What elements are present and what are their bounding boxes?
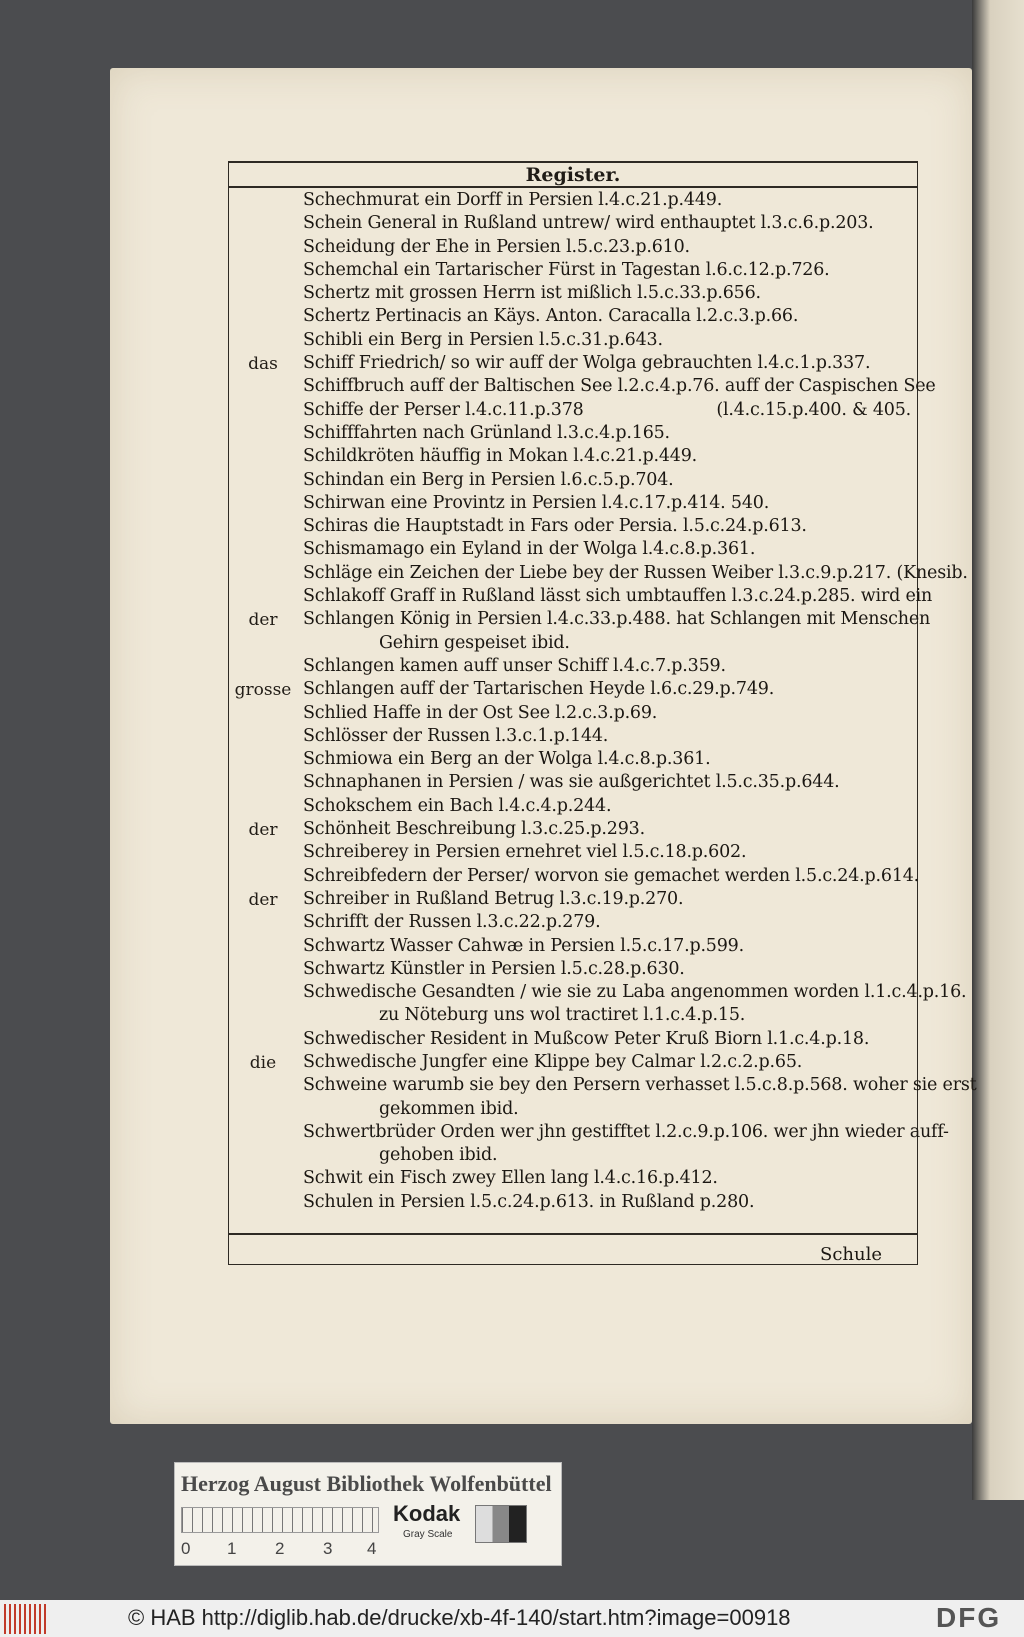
scale-tick-3: 3	[323, 1539, 333, 1558]
entry-text	[303, 772, 911, 793]
entry-text	[303, 959, 911, 980]
entry-main: Schibli ein Berg in Persien l.5.c.31.p.643.	[303, 329, 663, 350]
entry-article: das	[248, 354, 278, 375]
entry-text	[303, 1052, 911, 1073]
entry-text	[303, 330, 911, 351]
top-rule	[229, 161, 917, 163]
entry-text	[379, 1099, 911, 1120]
entry-main: Schwedischer Resident in Mußcow Peter Kruß Biorn l.1.c.4.p.18.	[303, 1028, 870, 1049]
entry-main: Schertz mit grossen Herrn ist mißlich l.5.c.33.p.656.	[303, 283, 761, 304]
register-entry	[229, 259, 917, 282]
register-entry	[229, 329, 917, 352]
source-link[interactable]: © HAB http://diglib.hab.de/drucke/xb-4f-140/start.htm?image=00918	[128, 1605, 791, 1630]
entry-article: der	[248, 820, 278, 841]
register-entry	[229, 282, 917, 305]
entry-text	[303, 912, 911, 933]
viewer-footer	[0, 1600, 1024, 1637]
entry-main: Schrifft der Russen l.3.c.22.p.279.	[303, 912, 601, 933]
register-entry	[229, 1167, 917, 1190]
entry-main: Scheidung der Ehe in Persien l.5.c.23.p.610.	[303, 236, 690, 257]
register-entry	[229, 585, 933, 608]
entry-text	[303, 283, 911, 304]
entry-main: Gehirn gespeiset ibid.	[379, 632, 570, 653]
entry-text	[303, 376, 936, 397]
entry-main: Schokschem ein Bach l.4.c.4.p.244.	[303, 795, 612, 816]
entry-main: Schiffe der Perser l.4.c.11.p.378	[303, 399, 584, 420]
register-frame	[228, 161, 977, 1265]
entry-text	[303, 423, 911, 444]
entry-text	[303, 306, 911, 327]
entry-continuation: (l.4.c.15.p.400. & 405.	[716, 399, 911, 420]
entry-text	[303, 609, 931, 630]
register-entry	[229, 375, 936, 398]
entry-text	[303, 889, 911, 910]
entry-main: Schlösser der Russen l.3.c.1.p.144.	[303, 725, 609, 746]
dfg-logo: DFG	[936, 1602, 1002, 1633]
entry-text	[303, 1192, 911, 1213]
entry-main: Schiff Friedrich/ so wir auff der Wolga gebrauchten l.4.c.1.p.337.	[303, 353, 871, 374]
entry-text	[303, 353, 911, 374]
entry-main: Schlakoff Graff in Rußland lässt sich umbtauffen l.3.c.24.p.285. wird ein	[303, 586, 933, 607]
register-entry	[229, 748, 917, 771]
entry-main: Schreibfedern der Perser/ worvon sie gemachet werden l.5.c.24.p.614.	[303, 865, 920, 886]
entry-text	[303, 586, 933, 607]
scale-tick-2: 2	[275, 1539, 285, 1558]
entry-main: Schwartz Wasser Cahwæ in Persien l.5.c.17.p.599.	[303, 935, 744, 956]
bottom-rule	[229, 1233, 917, 1235]
entry-main: Schwartz Künstler in Persien l.5.c.28.p.630.	[303, 958, 685, 979]
entry-text	[303, 749, 911, 770]
scale-tick-0: 0	[181, 1539, 191, 1558]
library-color-chart	[174, 1462, 562, 1566]
adjacent-page-edge	[972, 0, 1024, 1500]
entry-text	[303, 1075, 977, 1096]
entry-main: Schlangen kamen auff unser Schiff l.4.c.7.p.359.	[303, 655, 726, 676]
register-entry	[229, 236, 917, 259]
entry-text	[303, 190, 911, 211]
entry-text	[303, 446, 911, 467]
register-entry	[229, 492, 917, 515]
entry-text	[379, 1145, 911, 1166]
register-entry	[229, 655, 917, 678]
entry-main: gekommen ibid.	[379, 1098, 519, 1119]
entry-main: Schwedische Jungfer eine Klippe bey Calmar l.2.c.2.p.65.	[303, 1051, 803, 1072]
entry-main: Schein General in Rußland untrew/ wird enthauptet l.3.c.6.p.203.	[303, 213, 874, 234]
entry-text	[303, 936, 911, 957]
entry-main: Schismamago ein Eyland in der Wolga l.4.c.8.p.361.	[303, 539, 756, 560]
entry-text	[303, 470, 911, 491]
entry-main: Schertz Pertinacis an Käys. Anton. Caracalla l.2.c.3.p.66.	[303, 306, 799, 327]
register-entry	[229, 515, 917, 538]
entry-text	[303, 493, 911, 514]
entry-text	[303, 679, 911, 700]
catchword: Schule	[820, 1244, 883, 1265]
register-entry	[229, 888, 917, 911]
register-entry	[229, 189, 917, 212]
entry-main: Schlangen auff der Tartarischen Heyde l.6.c.29.p.749.	[303, 679, 775, 700]
gray-scale-label: Gray Scale	[403, 1529, 453, 1540]
register-entry	[229, 865, 920, 888]
entry-article: der	[248, 610, 278, 631]
register-entry	[229, 305, 917, 328]
register-entry	[229, 1144, 917, 1167]
register-entry	[229, 632, 917, 655]
entry-main: Schiffbruch auff der Baltischen See l.2.c.4.p.76. auff der Caspischen See	[303, 376, 936, 397]
register-entry	[229, 1028, 917, 1051]
entry-main: Schwedische Gesandten / wie sie zu Laba angenommen worden l.1.c.4.p.16.	[303, 982, 967, 1003]
register-entry	[229, 1121, 949, 1144]
heading-rule	[229, 186, 917, 188]
entry-main: Schifffahrten nach Grünland l.3.c.4.p.165.	[303, 422, 670, 443]
register-entry	[229, 981, 967, 1004]
register-entry	[229, 422, 917, 445]
entry-main: Schlied Haffe in der Ost See l.2.c.3.p.69.	[303, 702, 658, 723]
register-entry	[229, 1074, 977, 1097]
register-entry	[229, 911, 917, 934]
entry-main: Schemchal ein Tartarischer Fürst in Tagestan l.6.c.12.p.726.	[303, 259, 830, 280]
entry-main: Schildkröten häuffig in Mokan l.4.c.21.p.449.	[303, 446, 698, 467]
bottom-rule-thin	[229, 1264, 917, 1265]
register-entry	[229, 399, 917, 422]
register-entry	[229, 725, 917, 748]
entry-main: Schwertbrüder Orden wer jhn gestifftet l.2.c.9.p.106. wer jhn wieder auff-	[303, 1121, 949, 1142]
register-entry	[229, 841, 917, 864]
entry-text	[303, 726, 911, 747]
entry-main: zu Nöteburg uns wol tractiret l.1.c.4.p.15.	[379, 1005, 746, 1026]
entry-text	[379, 633, 911, 654]
entry-text	[303, 1121, 949, 1143]
entry-article: die	[249, 1052, 277, 1073]
entry-main: Schiras die Hauptstadt in Fars oder Persia. l.5.c.24.p.613.	[303, 516, 807, 537]
library-name: Herzog August Bibliothek Wolfenbüttel	[181, 1471, 552, 1496]
kodak-brand: Kodak	[393, 1501, 461, 1526]
register-entry	[229, 1051, 917, 1074]
entry-text	[303, 516, 911, 537]
entry-main: Schindan ein Berg in Persien l.6.c.5.p.704.	[303, 469, 674, 490]
entry-text	[379, 1005, 911, 1026]
entry-text	[303, 400, 911, 421]
register-entry	[229, 1098, 917, 1121]
register-entry	[229, 1191, 917, 1214]
register-entry	[229, 958, 917, 981]
barcode-icon	[4, 1604, 48, 1634]
register-entry	[229, 212, 917, 235]
entry-main: Schwit ein Fisch zwey Ellen lang l.4.c.16.p.412.	[303, 1168, 718, 1189]
book-page	[110, 68, 977, 1424]
entry-text	[303, 539, 911, 560]
entry-main: gehoben ibid.	[379, 1145, 498, 1166]
register-entry	[229, 1004, 917, 1027]
entry-main: Schechmurat ein Dorff in Persien l.4.c.21.p.449.	[303, 190, 723, 210]
entry-text	[303, 982, 967, 1003]
entry-main: Schmiowa ein Berg an der Wolga l.4.c.8.p.361.	[303, 749, 711, 770]
gray-swatch	[475, 1505, 527, 1543]
register-entry	[229, 352, 917, 375]
entry-main: Schreiber in Rußland Betrug l.3.c.19.p.270.	[303, 888, 684, 909]
entry-main: Schlangen König in Persien l.4.c.33.p.488. hat Schlangen mit Menschen	[303, 609, 931, 630]
register-entry	[229, 469, 917, 492]
entry-text	[303, 237, 911, 258]
entry-article: der	[248, 889, 278, 910]
scale-tick-1: 1	[227, 1539, 237, 1558]
page-heading: Register.	[525, 164, 621, 186]
entry-text	[303, 656, 911, 677]
register-entry	[229, 538, 917, 561]
entry-text	[303, 260, 911, 281]
entry-text	[303, 703, 911, 724]
entry-main: Schulen in Persien l.5.c.24.p.613. in Rußland p.280.	[303, 1191, 755, 1212]
entry-text	[303, 796, 911, 817]
scale-tick-4: 4	[367, 1539, 377, 1558]
register-entries	[229, 189, 977, 1214]
entry-main: Schnaphanen in Persien / was sie außgerichtet l.5.c.35.p.644.	[303, 772, 840, 793]
register-entry	[229, 562, 968, 585]
entry-main: Schreiberey in Persien ernehret viel l.5.c.18.p.602.	[303, 842, 747, 863]
register-entry	[229, 771, 917, 794]
entry-main: Schönheit Beschreibung l.3.c.25.p.293.	[303, 819, 645, 840]
register-entry	[229, 818, 917, 841]
entry-text	[303, 819, 911, 840]
entry-text	[303, 213, 911, 234]
register-entry	[229, 702, 917, 725]
entry-text	[303, 1168, 911, 1189]
entry-main: Schläge ein Zeichen der Liebe bey der Russen Weiber l.3.c.9.p.217. (Knesib.	[303, 562, 968, 583]
entry-article: grosse	[234, 680, 292, 701]
entry-text	[303, 1029, 911, 1050]
register-entry	[229, 678, 917, 701]
register-entry	[229, 445, 917, 468]
ruler-scale	[181, 1507, 379, 1533]
register-entry	[229, 795, 917, 818]
entry-main: Schweine warumb sie bey den Persern verhasset l.5.c.8.p.568. woher sie erst	[303, 1075, 977, 1096]
register-entry	[229, 935, 917, 958]
entry-text	[303, 562, 968, 584]
entry-text	[303, 865, 920, 887]
register-entry	[229, 608, 931, 631]
entry-text	[303, 842, 911, 863]
entry-main: Schirwan eine Provintz in Persien l.4.c.17.p.414. 540.	[303, 492, 770, 513]
